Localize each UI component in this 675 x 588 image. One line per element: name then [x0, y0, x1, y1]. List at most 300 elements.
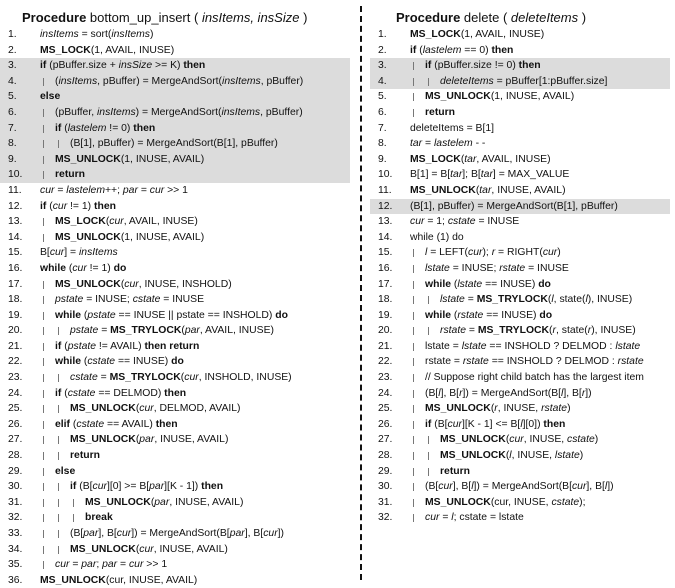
code-token: - - — [472, 138, 486, 150]
code-line — [370, 105, 670, 121]
code-token: par — [149, 481, 165, 493]
code-line — [0, 432, 350, 448]
code-token: deleteItems — [510, 10, 579, 25]
code-text — [425, 417, 565, 433]
code-line — [0, 105, 350, 121]
indent-guide — [43, 390, 44, 398]
code-token: if — [40, 200, 47, 212]
code-token: cur — [184, 372, 199, 384]
code-token: ); — [579, 496, 586, 508]
code-line — [0, 58, 350, 74]
code-text — [55, 105, 303, 121]
code-text — [440, 292, 632, 308]
code-token: l — [585, 294, 588, 306]
code-token: == INUSE || pstate == INSHOLD) — [115, 309, 276, 321]
code-token: MS_UNLOCK — [70, 403, 136, 415]
indent-guide — [43, 327, 44, 335]
code-token: ][K - 1]) — [164, 481, 202, 493]
code-token: ) — [557, 247, 561, 259]
code-token: MS_UNLOCK — [425, 403, 491, 415]
code-token: ( — [135, 543, 140, 555]
code-token: == INSHOLD ? DELMOD : — [486, 340, 616, 352]
indent-guide — [413, 374, 414, 382]
indent-guide — [73, 499, 74, 507]
code-token: do — [275, 309, 288, 321]
code-token: ]; B[ — [462, 169, 481, 181]
code-line — [0, 89, 350, 105]
code-token: par — [184, 325, 200, 337]
code-line — [370, 261, 670, 277]
code-token: == AVAIL) — [104, 418, 156, 430]
indent-guide — [43, 109, 44, 117]
code-token: cur — [425, 512, 440, 524]
code-token: ( — [61, 122, 68, 134]
code-token: ][0] >= B[ — [106, 481, 150, 493]
code-line — [0, 199, 350, 215]
code-token: MS_UNLOCK — [410, 184, 476, 196]
code-token: , AVAIL, INUSE) — [123, 216, 198, 228]
line-number: 17. — [8, 278, 23, 290]
code-token: = — [464, 294, 477, 306]
code-token: = INUSE; — [83, 294, 133, 306]
code-token: , INUSE, — [511, 450, 555, 462]
code-text — [55, 277, 232, 293]
code-token: cstate — [567, 434, 595, 446]
code-line — [0, 292, 350, 308]
code-token: ( — [490, 403, 495, 415]
code-token: ; — [96, 559, 103, 571]
code-token: (B[ — [70, 528, 84, 539]
code-text — [55, 230, 204, 246]
code-token: break — [85, 512, 113, 524]
code-text — [70, 323, 274, 339]
code-token: ); — [482, 247, 492, 259]
code-line — [0, 277, 350, 293]
indent-guide — [428, 436, 429, 444]
code-token: cur — [55, 559, 70, 571]
code-token: ( — [61, 340, 68, 352]
code-token: = 1; — [424, 216, 448, 228]
code-token: par — [139, 434, 155, 446]
code-token: != 1) — [86, 262, 114, 274]
line-number: 25. — [8, 403, 23, 415]
code-token: , state( — [553, 294, 586, 306]
code-token: ) — [567, 403, 571, 415]
code-line — [0, 245, 350, 261]
code-text — [55, 354, 184, 370]
line-number: 12. — [8, 200, 23, 212]
line-number: 32. — [8, 512, 23, 524]
code-token: r — [494, 403, 498, 415]
code-text — [410, 167, 569, 183]
code-token: , INUSE, — [497, 403, 542, 415]
code-line — [370, 432, 670, 448]
code-text — [410, 214, 519, 230]
indent-guide — [413, 499, 414, 507]
code-token: ], B[ — [98, 528, 117, 539]
line-number: 21. — [378, 340, 393, 352]
code-token: then — [201, 481, 224, 493]
code-token: cur — [438, 481, 453, 493]
line-number: 28. — [8, 450, 23, 462]
indent-guide — [43, 405, 44, 413]
code-token: then — [491, 44, 514, 56]
code-token: rstate — [440, 325, 466, 337]
code-text — [425, 245, 561, 261]
code-token: // Suppose right child batch has the largest item — [425, 372, 644, 384]
code-token: = sort( — [78, 29, 112, 40]
line-number: 10. — [378, 169, 393, 181]
code-token: , pBuffer) — [260, 106, 303, 118]
code-line — [370, 74, 670, 90]
code-line — [0, 339, 350, 355]
code-line — [370, 308, 670, 324]
line-number: 24. — [8, 387, 23, 399]
code-text — [40, 27, 153, 43]
code-text — [55, 417, 178, 433]
code-text — [85, 510, 113, 526]
code-token: do — [538, 278, 551, 290]
code-token: ], B[ — [440, 387, 460, 399]
code-token: else — [40, 91, 61, 103]
code-token: if — [55, 122, 62, 134]
code-token: == INSHOLD ? DELMOD : — [488, 356, 618, 368]
code-token: ]) = MergeAndSort(B[ — [131, 528, 230, 539]
code-token: else — [55, 465, 76, 477]
code-text — [410, 230, 464, 246]
code-token: tar — [464, 153, 477, 165]
code-token: cur — [116, 528, 132, 539]
code-line — [370, 230, 670, 246]
indent-guide — [413, 62, 414, 70]
code-token: MS_UNLOCK — [55, 153, 121, 165]
code-token: MS_TRYLOCK — [110, 325, 182, 337]
code-token: == INUSE) — [115, 356, 172, 368]
line-number: 33. — [8, 528, 23, 539]
code-token: l — [438, 387, 441, 399]
code-token: ]) = MergeAndSort(B[ — [462, 387, 562, 399]
code-token: ( — [150, 496, 155, 508]
code-token: = — [422, 138, 434, 150]
code-token: MS_LOCK — [410, 29, 461, 40]
line-number: 35. — [8, 559, 23, 571]
code-token: , DELMOD, AVAIL) — [153, 403, 241, 415]
code-line — [0, 417, 350, 433]
code-token: (pBuffer, — [55, 106, 97, 118]
indent-guide — [43, 421, 44, 429]
code-token: l — [425, 247, 428, 259]
code-text — [70, 401, 241, 417]
code-token: pstate — [67, 340, 97, 352]
line-number: 24. — [378, 387, 393, 399]
code-line — [370, 58, 670, 74]
code-token: = — [54, 184, 67, 196]
code-token: rstate = — [425, 356, 463, 368]
code-token: MS_LOCK — [40, 44, 91, 56]
code-text — [425, 479, 614, 495]
line-number: 20. — [8, 325, 23, 337]
code-token: insItems — [79, 247, 118, 259]
code-text — [55, 464, 75, 480]
code-token: cur — [571, 481, 587, 493]
code-line — [0, 448, 350, 464]
code-token: do — [171, 356, 184, 368]
code-token: , INUSE, INSHOLD) — [138, 278, 232, 290]
line-number: 11. — [8, 184, 22, 196]
code-text — [55, 308, 288, 324]
code-token: == 0) — [461, 44, 492, 56]
code-token: ], B[ — [452, 481, 472, 493]
line-number: 2. — [8, 44, 17, 56]
code-token: ( — [120, 278, 125, 290]
code-line — [0, 27, 350, 43]
code-token: then — [518, 60, 541, 72]
code-text — [70, 370, 292, 386]
code-token: do — [113, 262, 127, 274]
code-token: insItems — [96, 106, 136, 118]
code-token: insItems — [111, 29, 150, 40]
indent-guide — [413, 390, 414, 398]
code-token: if — [410, 44, 417, 56]
code-token: par — [122, 184, 138, 196]
code-token: ][0]) — [522, 418, 544, 430]
line-number: 3. — [8, 60, 17, 72]
line-number: 12. — [378, 200, 393, 212]
indent-guide — [413, 483, 414, 491]
code-token: ( — [80, 309, 88, 321]
code-token: ++; — [104, 184, 123, 196]
code-token: ) — [579, 450, 584, 462]
code-token: = — [98, 325, 111, 337]
code-token: tar — [450, 169, 463, 181]
code-token: MS_UNLOCK — [70, 434, 136, 446]
code-text — [55, 386, 186, 402]
indent-guide — [73, 514, 74, 522]
code-token: , INUSE, AVAIL) — [169, 496, 244, 508]
code-token: = LEFT( — [427, 247, 469, 259]
indent-guide — [43, 234, 44, 242]
indent-guide — [43, 546, 44, 554]
code-token: (pBuffer.size != 0) — [431, 60, 519, 72]
indent-guide — [413, 452, 414, 460]
line-number: 27. — [8, 434, 23, 446]
code-token: (cur, INUSE, — [490, 496, 552, 508]
code-token: lastelem — [67, 122, 107, 134]
code-token: ], B[ — [586, 481, 605, 493]
indent-guide — [58, 499, 59, 507]
code-token: = — [137, 184, 150, 196]
indent-guide — [428, 327, 429, 335]
line-number: 8. — [8, 138, 17, 150]
code-token: = RIGHT( — [495, 247, 543, 259]
code-token: MS_UNLOCK — [425, 91, 491, 103]
line-number: 26. — [8, 418, 23, 430]
code-text — [425, 261, 569, 277]
code-token: (pBuffer.size + — [46, 60, 119, 72]
code-token: tar — [479, 184, 492, 196]
code-token: cur — [52, 200, 68, 212]
line-number: 23. — [378, 372, 393, 384]
code-line — [370, 183, 670, 199]
code-line — [0, 479, 350, 495]
indent-guide — [413, 93, 414, 101]
code-token: if — [425, 418, 432, 430]
indent-guide — [413, 343, 414, 351]
code-text — [425, 105, 455, 121]
line-number: 16. — [378, 262, 393, 274]
line-number: 4. — [8, 75, 17, 87]
code-line — [0, 370, 350, 386]
procedure-delete — [370, 8, 670, 526]
code-token: != 0) — [106, 122, 134, 134]
indent-guide — [413, 78, 414, 86]
code-token: ( — [549, 325, 553, 337]
indent-guide — [43, 296, 44, 304]
code-token: delete ( — [463, 10, 511, 25]
code-text — [70, 542, 228, 558]
line-number: 13. — [378, 216, 393, 228]
code-token: if — [55, 340, 62, 352]
code-text — [440, 464, 470, 480]
code-token: par — [83, 528, 99, 539]
code-token: != 1) — [67, 200, 95, 212]
code-token: ( — [505, 434, 510, 446]
code-token: ] = MAX_VALUE — [492, 169, 570, 181]
code-token: l — [471, 481, 474, 493]
code-text — [425, 354, 644, 370]
indent-guide — [43, 281, 44, 289]
code-line — [0, 308, 350, 324]
code-text — [85, 495, 243, 511]
code-token: cstate — [87, 356, 116, 368]
code-text — [425, 89, 574, 105]
code-token: lstate — [425, 262, 450, 274]
code-token: cstate — [76, 418, 105, 430]
code-line — [370, 510, 670, 526]
code-line — [370, 370, 670, 386]
indent-guide — [413, 436, 414, 444]
code-token: (1, INUSE, AVAIL) — [120, 231, 205, 243]
code-token: cstate — [551, 496, 580, 508]
code-token: MS_UNLOCK — [40, 574, 106, 586]
code-token: B[ — [40, 247, 50, 259]
code-token: l — [551, 294, 554, 306]
indent-guide — [413, 109, 414, 117]
code-token: r — [587, 325, 592, 337]
line-number: 9. — [8, 153, 17, 165]
code-token: ] = — [64, 247, 79, 259]
indent-guide — [58, 436, 59, 444]
code-token: ( — [55, 75, 59, 87]
code-text — [55, 152, 204, 168]
indent-guide — [58, 405, 59, 413]
code-line — [370, 464, 670, 480]
line-number: 1. — [378, 29, 387, 40]
code-text — [410, 136, 485, 152]
code-text — [410, 152, 551, 168]
line-number: 26. — [378, 418, 393, 430]
code-token: >= K) — [152, 60, 184, 72]
code-token: r — [581, 387, 586, 399]
code-token: l — [604, 481, 608, 493]
code-token: then — [183, 60, 206, 72]
code-text — [410, 43, 513, 59]
code-token: while — [55, 356, 81, 368]
indent-guide — [428, 296, 429, 304]
code-line — [370, 417, 670, 433]
indent-guide — [413, 312, 414, 320]
code-line — [370, 354, 670, 370]
line-number: 1. — [8, 29, 17, 40]
indent-guide — [43, 483, 44, 491]
code-token: ( — [180, 372, 185, 384]
code-token: insItems — [222, 75, 261, 87]
code-token: ( — [46, 200, 53, 212]
line-number: 17. — [378, 278, 393, 290]
code-line — [0, 136, 350, 152]
code-token: MS_UNLOCK — [85, 496, 151, 508]
code-line — [0, 573, 350, 588]
line-number: 29. — [8, 465, 23, 477]
code-token: ( — [416, 44, 423, 56]
line-number: 22. — [8, 356, 23, 368]
line-number: 3. — [378, 60, 387, 72]
line-number: 31. — [8, 496, 23, 508]
code-token: ]) — [607, 481, 614, 493]
code-line — [0, 354, 350, 370]
indent-guide — [43, 140, 44, 148]
code-line — [0, 43, 350, 59]
code-text — [40, 183, 188, 199]
code-token: cur — [40, 184, 55, 196]
code-token: cur — [139, 543, 154, 555]
code-token: then — [164, 387, 187, 399]
indent-guide — [413, 514, 414, 522]
code-token: cur — [72, 262, 87, 274]
line-number: 10. — [8, 169, 23, 181]
code-token: Procedure — [396, 10, 464, 25]
code-token: rstate — [499, 262, 526, 274]
indent-guide — [43, 156, 44, 164]
procedure-title — [370, 8, 670, 27]
code-token: lstate — [461, 340, 487, 352]
code-token: , state( — [555, 325, 588, 337]
code-token: ][K - 1] <= B[ — [461, 418, 521, 430]
code-line — [0, 183, 350, 199]
line-number: 30. — [8, 481, 23, 493]
code-token: par — [154, 496, 170, 508]
code-token: if — [70, 481, 77, 493]
code-token: insItems — [221, 106, 261, 118]
code-token: , pBuffer) — [260, 75, 304, 87]
code-token: cur — [468, 247, 483, 259]
code-token: ) = MergeAndSort( — [135, 106, 222, 118]
line-number: 7. — [8, 122, 17, 134]
line-number: 15. — [8, 247, 23, 259]
code-token: return — [440, 465, 471, 477]
code-token: insItems — [58, 75, 98, 87]
code-line — [370, 448, 670, 464]
code-token: cur — [109, 216, 124, 228]
line-number: 19. — [378, 309, 393, 321]
code-token: cstate — [70, 372, 98, 384]
code-token: (1, INUSE, AVAIL) — [120, 153, 205, 165]
line-number: 23. — [8, 372, 23, 384]
code-token: then return — [144, 340, 200, 352]
code-token: (B[ — [425, 387, 439, 399]
code-token: B[1] = B[ — [410, 169, 451, 181]
line-number: 27. — [378, 434, 393, 446]
